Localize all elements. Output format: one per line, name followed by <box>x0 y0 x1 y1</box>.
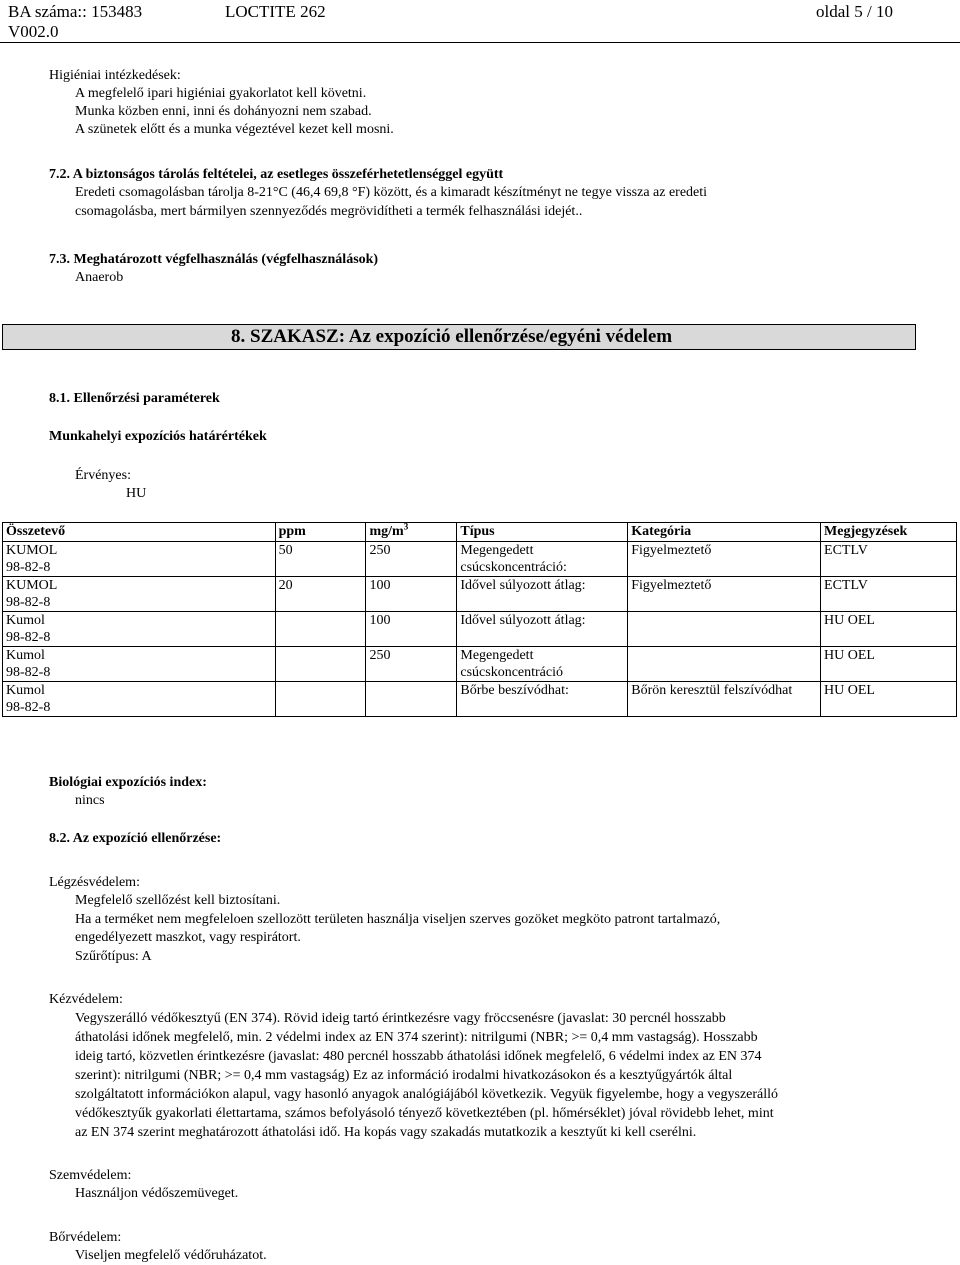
component-name: KUMOL <box>6 578 58 593</box>
component-name: Kumol <box>6 683 45 698</box>
table-row <box>3 612 957 647</box>
ppm-cell <box>275 612 366 647</box>
header-mgm3-exponent: 3 <box>403 521 409 532</box>
section-8-title: 8. SZAKASZ: Az expozíció ellenőrzése/egyéni védelem <box>231 326 673 347</box>
document-number: BA száma:: 153483 <box>8 2 143 21</box>
cas-number: 98-82-8 <box>6 595 51 610</box>
hand-protection-line: az EN 374 szerint meghatározott áthatolási idő. Ha kopás vagy szakadás mutatkozik a kesztyűt ki kell cserélni. <box>75 1125 697 1140</box>
cas-number: 98-82-8 <box>6 560 51 575</box>
ppm-cell: 20 <box>275 577 366 612</box>
ppm-cell: 50 <box>275 542 366 577</box>
component-cell <box>3 577 276 612</box>
hygiene-line: A szünetek előtt és a munka végeztével kezet kell mosni. <box>75 122 394 137</box>
type-cell: Bőrbe beszívódhat: <box>457 682 628 717</box>
cas-number: 98-82-8 <box>6 665 51 680</box>
category-cell <box>628 612 821 647</box>
component-name: KUMOL <box>6 543 58 558</box>
storage-line: csomagolásba, mert bármilyen szennyeződés megrövidítheti a termék felhasználási idejét.. <box>75 204 583 219</box>
category-cell <box>628 647 821 682</box>
remarks-cell: HU OEL <box>821 612 957 647</box>
skin-protection-title: Bőrvédelem: <box>49 1230 122 1245</box>
hand-protection-title: Kézvédelem: <box>49 992 123 1007</box>
category-cell: Figyelmeztető <box>628 542 821 577</box>
exposure-limits-table <box>2 522 957 717</box>
respiratory-line: Megfelelő szellőzést kell biztosítani. <box>75 893 281 908</box>
storage-title: 7.2. A biztonságos tárolás feltételei, az esetleges összeférhetetlenséggel együtt <box>49 167 504 182</box>
header-component: Összetevő <box>3 523 276 542</box>
hand-protection-line: védőkesztyűk gyakorlati élettartama, számos befolyásoló tényező következtében (pl. hőmérséklet) jóval rövidebb lehet, mint <box>75 1106 774 1121</box>
bio-index-value: nincs <box>75 793 105 808</box>
end-use-title: 7.3. Meghatározott végfelhasználás (végfelhasználások) <box>49 252 379 267</box>
table-row <box>3 647 957 682</box>
mgm3-cell: 100 <box>366 612 457 647</box>
remarks-cell: HU OEL <box>821 647 957 682</box>
valid-value: HU <box>126 486 147 501</box>
header-category: Kategória <box>628 523 821 542</box>
ppm-cell <box>275 647 366 682</box>
category-cell: Figyelmeztető <box>628 577 821 612</box>
component-name: Kumol <box>6 648 45 663</box>
header-type: Típus <box>457 523 628 542</box>
hand-protection-line: szolgáltatott információkon alapul, vagy hasonló anyagok analógiájából következik. Vegyük figyelembe, hogy a vegyszerálló <box>75 1087 779 1102</box>
respiratory-line: engedélyezett maszkot, vagy respirátort. <box>75 930 301 945</box>
skin-protection-value: Viseljen megfelelő védőruházatot. <box>75 1248 267 1263</box>
ppm-cell <box>275 682 366 717</box>
header-divider <box>0 42 960 43</box>
type-cell: Idővel súlyozott átlag: <box>457 577 628 612</box>
component-cell <box>3 647 276 682</box>
version-label: V002.0 <box>8 22 59 41</box>
bio-index-title: Biológiai expozíciós index: <box>49 775 207 790</box>
valid-label: Érvényes: <box>75 468 131 483</box>
respiratory-title: Légzésvédelem: <box>49 875 140 890</box>
header-mgm3-label: mg/m <box>369 524 404 539</box>
hygiene-line: Munka közben enni, inni és dohányozni nem szabad. <box>75 104 372 119</box>
type-cell: Megengedett csúcskoncentráció: <box>457 542 628 577</box>
cas-number: 98-82-8 <box>6 700 51 715</box>
exposure-control-title: 8.2. Az expozíció ellenőrzése: <box>49 831 222 846</box>
hand-protection-line: ideig tartó, közvetlen érintkezésre (javaslat: 480 percnél hosszabb áthatolási időnek megfelelő, 6 védelmi index az EN 374 <box>75 1049 762 1064</box>
cas-number: 98-82-8 <box>6 630 51 645</box>
mgm3-cell: 250 <box>366 647 457 682</box>
table-header-row <box>3 523 957 542</box>
hygiene-title: Higiéniai intézkedések: <box>49 68 181 83</box>
mgm3-cell: 250 <box>366 542 457 577</box>
hand-protection-line: szerint): nitrilgumi (NBR; >= 0,4 mm vastagság) Ez az információ irodalmi hivatkozásokon és a kesztyűgyártók által <box>75 1068 733 1083</box>
eye-protection-title: Szemvédelem: <box>49 1168 132 1183</box>
type-cell: Idővel súlyozott átlag: <box>457 612 628 647</box>
table-row <box>3 577 957 612</box>
remarks-cell: ECTLV <box>821 577 957 612</box>
header-remarks: Megjegyzések <box>821 523 957 542</box>
component-cell <box>3 542 276 577</box>
remarks-cell: ECTLV <box>821 542 957 577</box>
mgm3-cell: 100 <box>366 577 457 612</box>
component-cell <box>3 682 276 717</box>
hand-protection-line: Vegyszerálló védőkesztyű (EN 374). Rövid ideig tartó érintkezésre vagy fröccsenésre (javaslat: 30 percnél hosszabb <box>75 1011 726 1026</box>
filter-type: Szűrőtípus: A <box>75 949 152 964</box>
section-8-header <box>2 324 916 350</box>
parameters-title: 8.1. Ellenőrzési paraméterek <box>49 391 220 406</box>
product-name: LOCTITE 262 <box>225 2 326 21</box>
hygiene-line: A megfelelő ipari higiéniai gyakorlatot kell követni. <box>75 86 367 101</box>
end-use-value: Anaerob <box>75 270 124 285</box>
component-cell <box>3 612 276 647</box>
table-row <box>3 542 957 577</box>
category-cell: Bőrön keresztül felszívódhat <box>628 682 821 717</box>
mgm3-cell <box>366 682 457 717</box>
remarks-cell: HU OEL <box>821 682 957 717</box>
storage-line: Eredeti csomagolásban tárolja 8-21°C (46,4 69,8 °F) között, és a kimaradt készítményt ne tegye vissza az eredeti <box>75 185 708 200</box>
type-cell: Megengedett csúcskoncentráció <box>457 647 628 682</box>
header-ppm: ppm <box>275 523 366 542</box>
eye-protection-value: Használjon védőszemüveget. <box>75 1186 239 1201</box>
exposure-limits-title: Munkahelyi expozíciós határértékek <box>49 429 267 444</box>
page-number: oldal 5 / 10 <box>816 2 893 21</box>
component-name: Kumol <box>6 613 45 628</box>
table-row <box>3 682 957 717</box>
respiratory-line: Ha a terméket nem megfeleloen szellozött területen használja viseljen szerves gozöket megköto patront tartalmazó, <box>75 912 721 927</box>
hand-protection-line: áthatolási időnek megfelelő, min. 2 védelmi index az EN 374 szerint): nitrilgumi (NBR; >= 0,4 mm vastagság). Hosszabb <box>75 1030 758 1045</box>
header-mgm3 <box>366 523 457 542</box>
